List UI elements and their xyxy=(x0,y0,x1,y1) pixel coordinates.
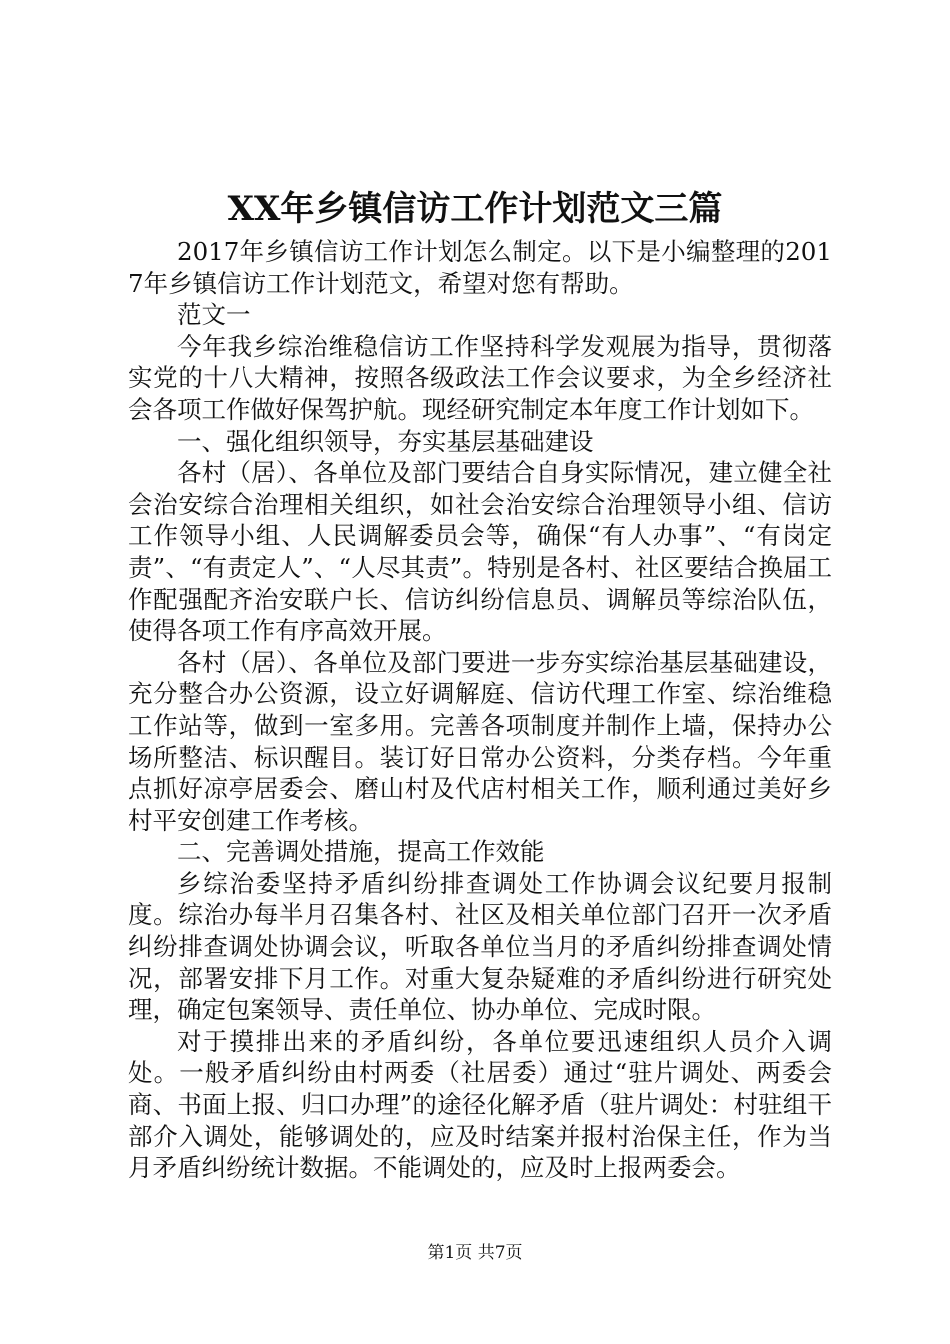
page-number-footer: 第1页 共7页 xyxy=(427,1243,523,1263)
body-paragraph: 各村（居）、各单位及部门要结合自身实际情况，建立健全社会治安综合治理相关组织，如社会治安综合治理领导小组、信访工作领导小组、人民调解委员会等，确保“有人办事”、“有岗定责”、“有责定人”、“人尽其责”。特别是各村、社区要结合换届工作配强配齐治安联户长、信访纠纷信息员、调解员等综治队伍，使得各项工作有序高效开展。 xyxy=(128,458,832,646)
intro-paragraph: 2017年乡镇信访工作计划怎么制定。以下是小编整理的2017年乡镇信访工作计划范文，希望对您有帮助。 xyxy=(128,237,832,298)
section-label-sample-one: 范文一 xyxy=(177,300,251,330)
body-paragraph: 乡综治委坚持矛盾纠纷排查调处工作协调会议纪要月报制度。综治办每半月召集各村、社区及相关单位部门召开一次矛盾纠纷排查调处协调会议，听取各单位当月的矛盾纠纷排查调处情况，部署安排下月工作。对重大复杂疑难的矛盾纠纷进行研究处理，确定包案领导、责任单位、协办单位、完成时限。 xyxy=(128,868,832,1025)
document-title: XX年乡镇信访工作计划范文三篇 xyxy=(227,189,723,229)
body-paragraph: 对于摸排出来的矛盾纠纷，各单位要迅速组织人员介入调处。一般矛盾纠纷由村两委（社居委）通过“驻片调处、两委会商、书面上报、归口办理”的途径化解矛盾（驻片调处：村驻组干部介入调处，能够调处的，应及时结案并报村治保主任，作为当月矛盾纠纷统计数据。不能调处的，应及时上报两委会。 xyxy=(128,1026,832,1183)
section-heading-two: 二、完善调处措施，提高工作效能 xyxy=(177,837,545,867)
body-paragraph: 各村（居）、各单位及部门要进一步夯实综治基层基础建设，充分整合办公资源，设立好调解庭、信访代理工作室、综治维稳工作站等，做到一室多用。完善各项制度并制作上墙，保持办公场所整洁、标识醒目。装订好日常办公资料，分类存档。今年重点抓好凉亭居委会、磨山村及代店村相关工作，顺利通过美好乡村平安创建工作考核。 xyxy=(128,647,832,835)
body-paragraph: 今年我乡综治维稳信访工作坚持科学发观展为指导，贯彻落实党的十八大精神，按照各级政法工作会议要求，为全乡经济社会各项工作做好保驾护航。现经研究制定本年度工作计划如下。 xyxy=(128,331,832,424)
document-body xyxy=(128,236,832,1184)
section-heading-one: 一、强化组织领导，夯实基层基础建设 xyxy=(177,426,594,456)
